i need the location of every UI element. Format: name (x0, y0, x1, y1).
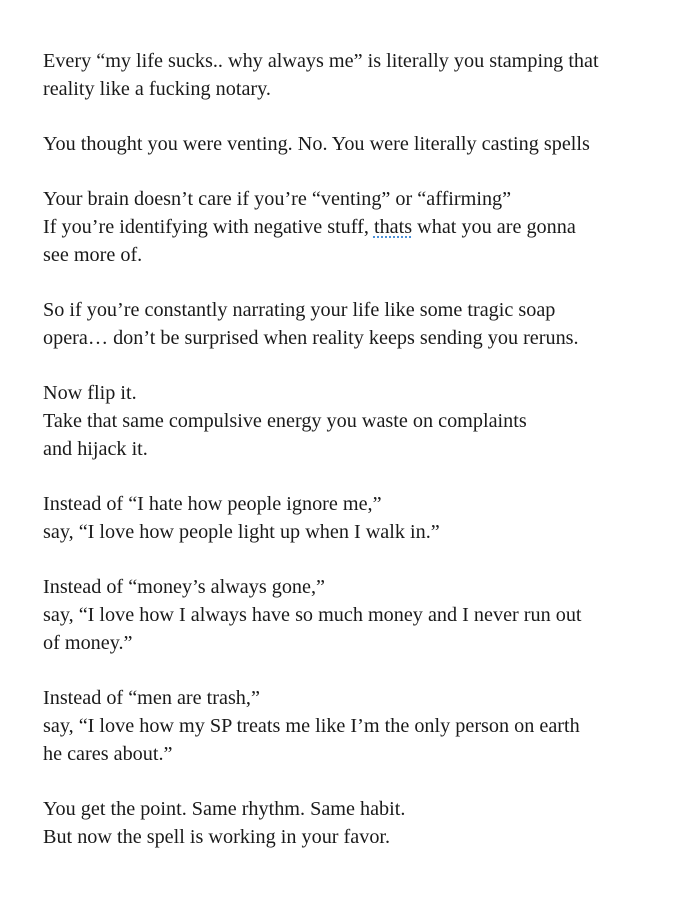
paragraph (43, 130, 663, 158)
text-line: see more of. (43, 244, 143, 266)
paragraph (43, 185, 663, 269)
text-line: say, “I love how my SP treats me like I’m the only person on earth (43, 715, 580, 737)
paragraph (43, 795, 663, 851)
note-body (43, 47, 663, 878)
text-line: Instead of “money’s always gone,” (43, 576, 325, 598)
text-line: You thought you were venting. No. You were literally casting spells (43, 133, 590, 155)
text-line: Now flip it. (43, 382, 137, 404)
text-line: reality like a fucking notary. (43, 78, 271, 100)
text-line: But now the spell is working in your favor. (43, 826, 391, 848)
text-segment: what you are gonna (412, 216, 576, 238)
text-line: Instead of “men are trash,” (43, 687, 260, 709)
paragraph (43, 296, 663, 352)
text-line: Instead of “I hate how people ignore me,” (43, 493, 382, 515)
text-line: say, “I love how I always have so much money and I never run out (43, 604, 582, 626)
paragraph (43, 379, 663, 463)
text-line: he cares about.” (43, 743, 173, 765)
paragraph (43, 684, 663, 768)
text-line: opera… don’t be surprised when reality keeps sending you reruns. (43, 327, 579, 349)
paragraph (43, 47, 663, 103)
text-line: of money.” (43, 632, 133, 654)
text-line: Take that same compulsive energy you waste on complaints (43, 410, 527, 432)
paragraph (43, 573, 663, 657)
misspelled-word[interactable]: thats (373, 216, 413, 238)
text-segment: If you’re identifying with negative stuff, (43, 216, 374, 238)
text-line: Your brain doesn’t care if you’re “venting” or “affirming” (43, 188, 512, 210)
text-line: You get the point. Same rhythm. Same habit. (43, 798, 406, 820)
text-line: say, “I love how people light up when I walk in.” (43, 521, 440, 543)
text-line: and hijack it. (43, 438, 148, 460)
text-line: So if you’re constantly narrating your life like some tragic soap (43, 299, 556, 321)
paragraph (43, 490, 663, 546)
text-line: Every “my life sucks.. why always me” is literally you stamping that (43, 50, 599, 72)
text-line (43, 213, 663, 241)
